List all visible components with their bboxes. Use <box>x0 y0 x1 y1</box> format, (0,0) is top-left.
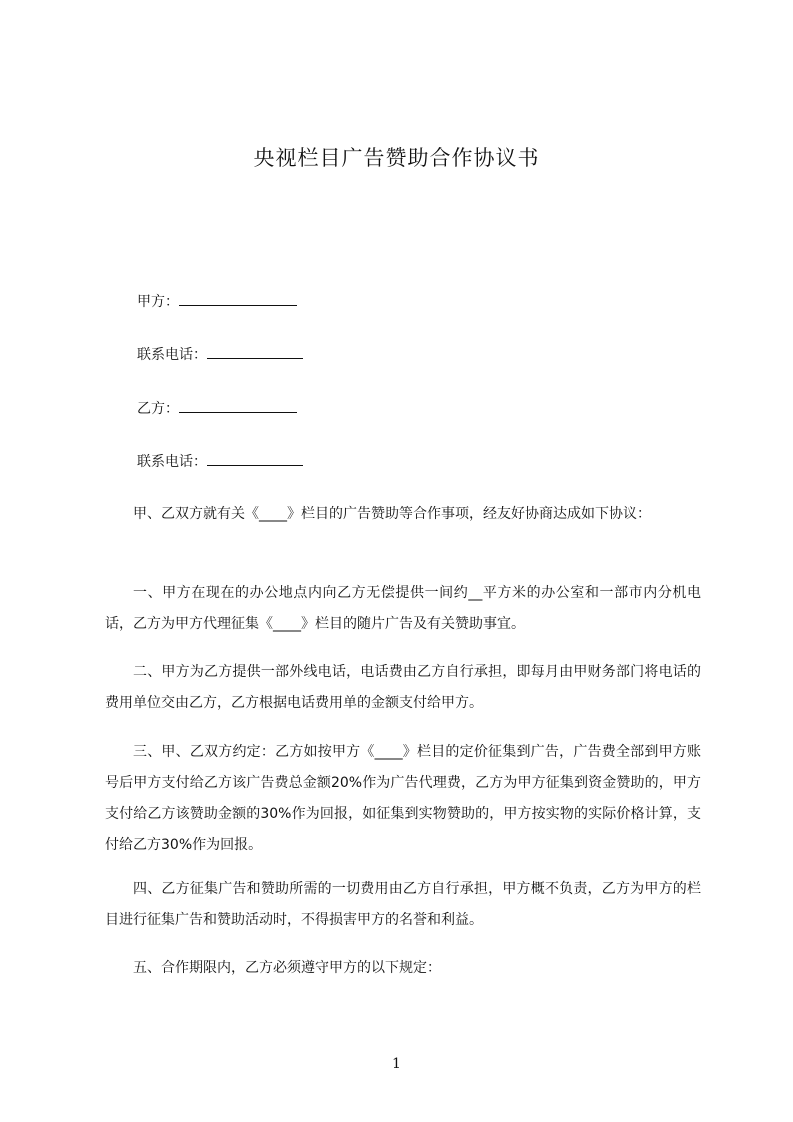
party-a-phone-label: 联系电话： <box>137 347 207 363</box>
party-a-label: 甲方： <box>137 294 179 310</box>
clause-3-paragraph: 三、甲、乙双方约定：乙方如按甲方《____》栏目的定价征集到广告，广告费全部到甲方账号后甲方支付给乙方该广告费总金额20%作为广告代理费，乙方为甲方征集到资金赞助的，甲方支付给乙方该赞助金额的30%作为回报，如征集到实物赞助的，甲方按实物的实际价格计算，支付给乙方30%作为回报。 <box>105 744 701 853</box>
party-b-label: 乙方： <box>137 401 179 417</box>
party-b-phone-blank <box>207 452 303 466</box>
party-b-phone-label: 联系电话： <box>137 454 207 470</box>
party-a-field <box>137 292 297 312</box>
page-number: 1 <box>392 1056 401 1072</box>
clause-5-paragraph: 五、合作期限内，乙方必须遵守甲方的以下规定： <box>133 960 441 976</box>
party-a-phone-field <box>137 345 303 365</box>
page-title: 央视栏目广告赞助合作协议书 <box>253 146 540 170</box>
clause-1-paragraph: 一、甲方在现在的办公地点内向乙方无偿提供一间约__平方米的办公室和一部市内分机电话，乙方为甲方代理征集《____》栏目的随片广告及有关赞助事宜。 <box>105 585 701 632</box>
party-a-blank <box>179 292 297 306</box>
party-b-field <box>137 399 297 419</box>
party-b-blank <box>179 399 297 413</box>
party-b-phone-field <box>137 452 303 472</box>
intro-paragraph: 甲、乙双方就有关《____》栏目的广告赞助等合作事项，经友好协商达成如下协议： <box>133 506 651 522</box>
party-a-phone-blank <box>207 345 303 359</box>
clause-4-paragraph: 四、乙方征集广告和赞助所需的一切费用由乙方自行承担，甲方概不负责，乙方为甲方的栏目进行征集广告和赞助活动时，不得损害甲方的名誉和利益。 <box>105 881 701 928</box>
clause-2-paragraph: 二、甲方为乙方提供一部外线电话，电话费由乙方自行承担，即每月由甲财务部门将电话的费用单位交由乙方，乙方根据电话费用单的金额支付给甲方。 <box>105 664 701 711</box>
